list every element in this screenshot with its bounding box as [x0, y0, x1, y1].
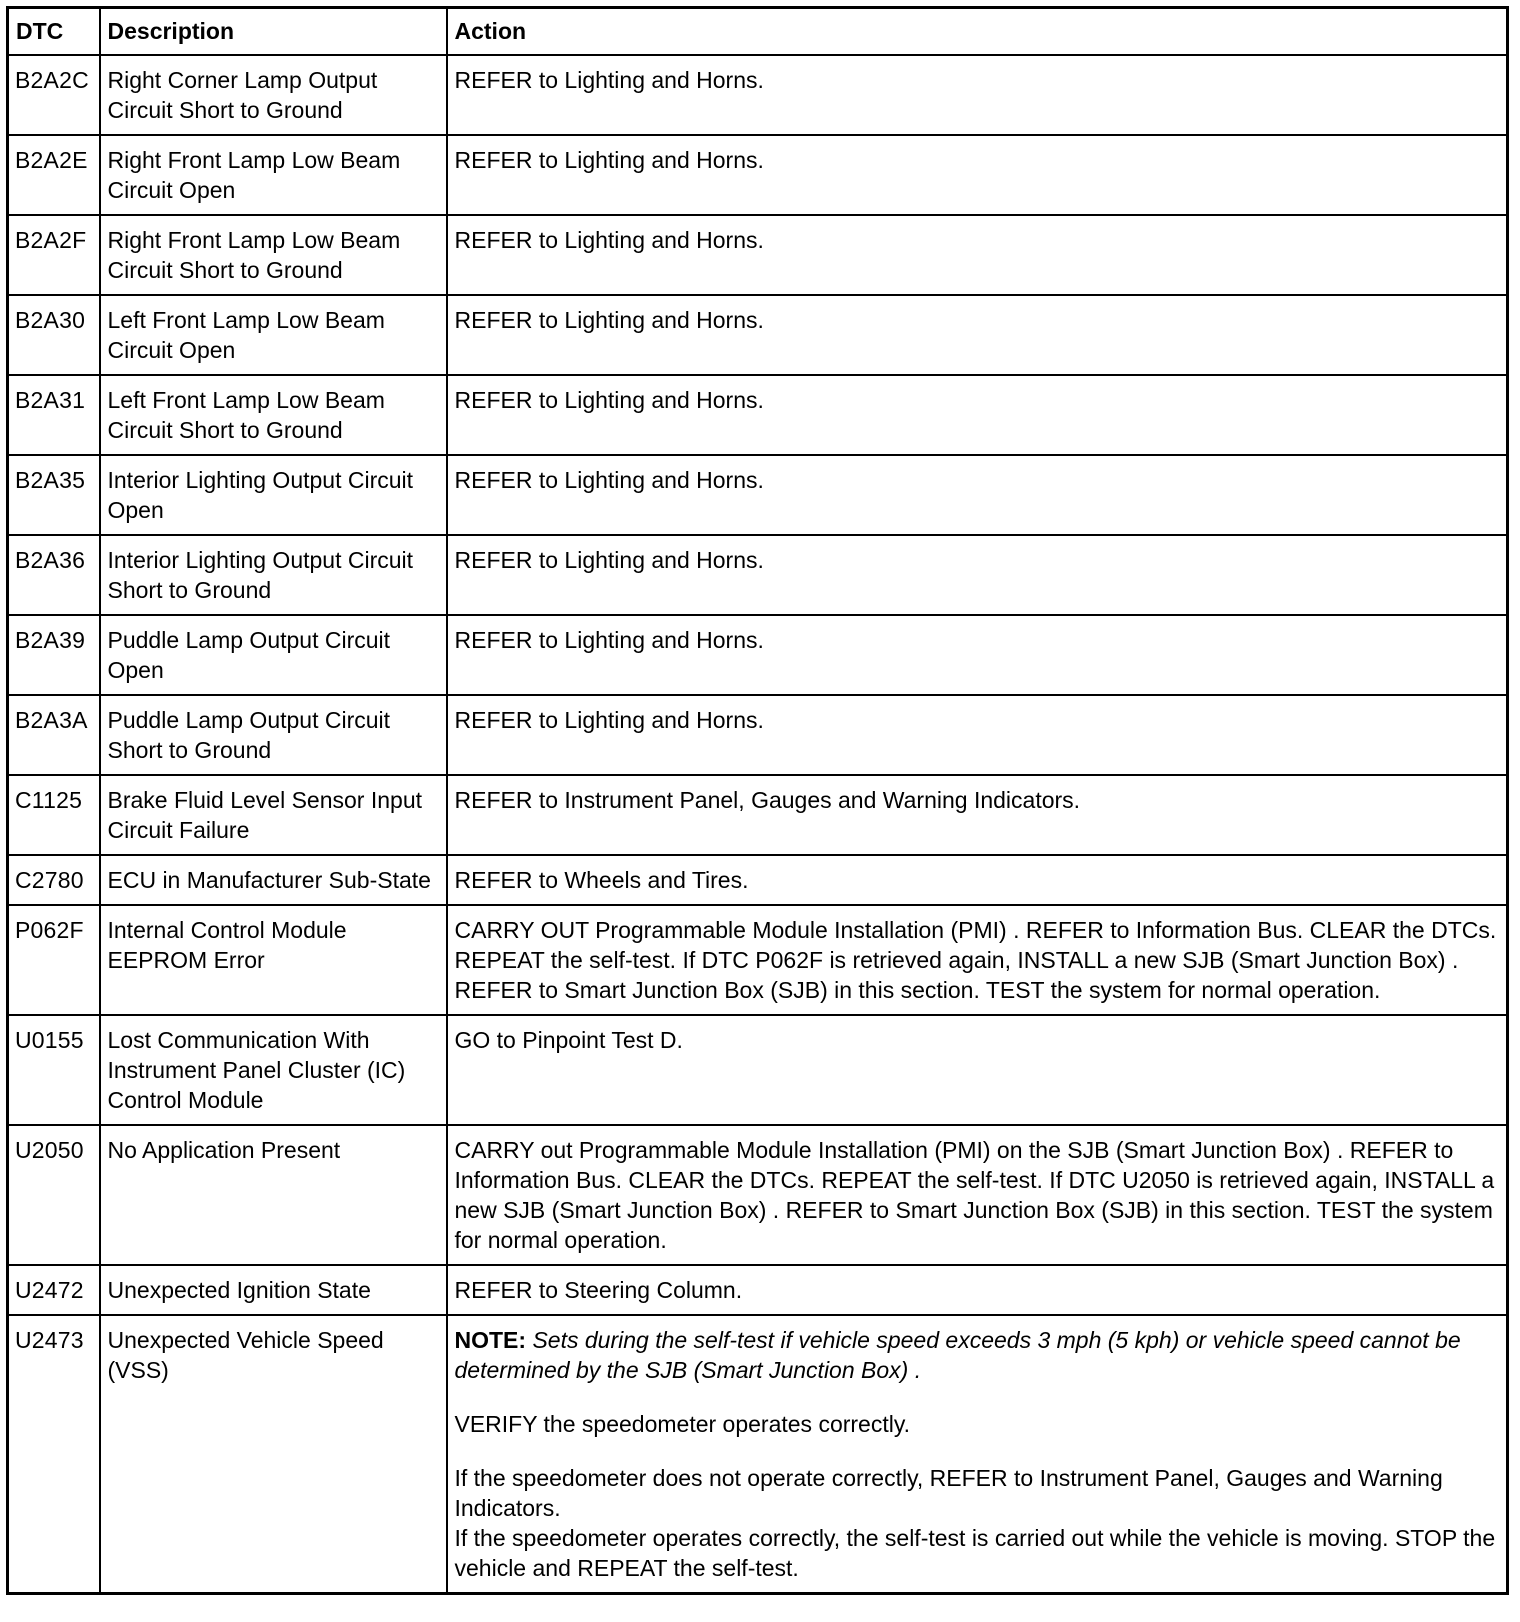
table-row	[8, 215, 1508, 295]
dtc-action: REFER to Lighting and Horns.	[447, 215, 1508, 295]
note-label: NOTE:	[454, 1326, 527, 1353]
dtc-action: REFER to Lighting and Horns.	[447, 535, 1508, 615]
header-description: Description	[100, 8, 447, 55]
table-row	[8, 135, 1508, 215]
dtc-description: Unexpected Ignition State	[100, 1265, 447, 1315]
dtc-code: C2780	[8, 855, 100, 905]
dtc-action: REFER to Lighting and Horns.	[447, 135, 1508, 215]
dtc-code: U2050	[8, 1125, 100, 1265]
table-row	[8, 455, 1508, 535]
table-row	[8, 695, 1508, 775]
dtc-description: ECU in Manufacturer Sub-State	[100, 855, 447, 905]
dtc-description: Interior Lighting Output Circuit Open	[100, 455, 447, 535]
dtc-action: REFER to Wheels and Tires.	[447, 855, 1508, 905]
dtc-code: B2A36	[8, 535, 100, 615]
dtc-description: Right Front Lamp Low Beam Circuit Open	[100, 135, 447, 215]
dtc-action: REFER to Lighting and Horns.	[447, 455, 1508, 535]
dtc-action: REFER to Lighting and Horns.	[447, 375, 1508, 455]
if-correct-paragraph: If the speedometer operates correctly, the self-test is carried out while the vehicle is moving. STOP the vehicle and REPEAT the self-test.	[454, 1524, 1496, 1581]
table-row	[8, 1015, 1508, 1125]
dtc-action: REFER to Lighting and Horns.	[447, 615, 1508, 695]
dtc-description: Right Front Lamp Low Beam Circuit Short to Ground	[100, 215, 447, 295]
dtc-code: B2A2F	[8, 215, 100, 295]
dtc-code: B2A39	[8, 615, 100, 695]
dtc-action	[447, 1315, 1508, 1594]
table-row	[8, 55, 1508, 135]
dtc-description: Interior Lighting Output Circuit Short to Ground	[100, 535, 447, 615]
note-text: Sets during the self-test if vehicle speed exceeds 3 mph (5 kph) or vehicle speed cannot be determined by the SJB (Smart Junction Box) .	[454, 1326, 1461, 1383]
dtc-action: CARRY OUT Programmable Module Installation (PMI) . REFER to Information Bus. CLEAR the DTCs. REPEAT the self-test. If DTC P062F is retrieved again, INSTALL a new SJB (Smart Junction Box) . REFER to Smart Junction Box (SJB) in this section. TEST the system for normal operation.	[447, 905, 1508, 1015]
header-dtc: DTC	[8, 8, 100, 55]
table-row	[8, 1125, 1508, 1265]
dtc-code: B2A2E	[8, 135, 100, 215]
dtc-description: No Application Present	[100, 1125, 447, 1265]
dtc-action: REFER to Lighting and Horns.	[447, 55, 1508, 135]
dtc-description: Internal Control Module EEPROM Error	[100, 905, 447, 1015]
dtc-code: B2A35	[8, 455, 100, 535]
if-not-correct-paragraph: If the speedometer does not operate correctly, REFER to Instrument Panel, Gauges and Warning Indicators.	[454, 1464, 1443, 1521]
dtc-description: Left Front Lamp Low Beam Circuit Short to Ground	[100, 375, 447, 455]
dtc-description: Left Front Lamp Low Beam Circuit Open	[100, 295, 447, 375]
table-row	[8, 375, 1508, 455]
dtc-code: U2472	[8, 1265, 100, 1315]
table-row	[8, 905, 1508, 1015]
dtc-action: REFER to Instrument Panel, Gauges and Warning Indicators.	[447, 775, 1508, 855]
table-header-row	[8, 8, 1508, 55]
dtc-code: B2A2C	[8, 55, 100, 135]
table-row	[8, 295, 1508, 375]
dtc-description: Right Corner Lamp Output Circuit Short to Ground	[100, 55, 447, 135]
header-action: Action	[447, 8, 1508, 55]
dtc-description: Brake Fluid Level Sensor Input Circuit Failure	[100, 775, 447, 855]
table-row	[8, 1265, 1508, 1315]
dtc-description: Puddle Lamp Output Circuit Open	[100, 615, 447, 695]
dtc-action: CARRY out Programmable Module Installation (PMI) on the SJB (Smart Junction Box) . REFER to Information Bus. CLEAR the DTCs. REPEAT the self-test. If DTC U2050 is retrieved again, INSTALL a new SJB (Smart Junction Box) . REFER to Smart Junction Box (SJB) in this section. TEST the system for normal operation.	[447, 1125, 1508, 1265]
dtc-code: U0155	[8, 1015, 100, 1125]
dtc-action: REFER to Steering Column.	[447, 1265, 1508, 1315]
note-paragraph	[455, 1325, 1499, 1385]
dtc-code: B2A3A	[8, 695, 100, 775]
dtc-action: GO to Pinpoint Test D.	[447, 1015, 1508, 1125]
dtc-code: B2A31	[8, 375, 100, 455]
dtc-table	[6, 6, 1509, 1595]
table-row-u2473	[8, 1315, 1508, 1594]
dtc-code: C1125	[8, 775, 100, 855]
dtc-action: REFER to Lighting and Horns.	[447, 695, 1508, 775]
table-body	[8, 55, 1508, 1594]
verify-paragraph: VERIFY the speedometer operates correctly.	[454, 1410, 911, 1437]
dtc-code: U2473	[8, 1315, 100, 1594]
table-row	[8, 615, 1508, 695]
table-row	[8, 535, 1508, 615]
dtc-description: Puddle Lamp Output Circuit Short to Ground	[100, 695, 447, 775]
dtc-code: P062F	[8, 905, 100, 1015]
dtc-description: Unexpected Vehicle Speed (VSS)	[100, 1315, 447, 1594]
dtc-code: B2A30	[8, 295, 100, 375]
dtc-action: REFER to Lighting and Horns.	[447, 295, 1508, 375]
dtc-description: Lost Communication With Instrument Panel Cluster (IC) Control Module	[100, 1015, 447, 1125]
table-row	[8, 855, 1508, 905]
table-row	[8, 775, 1508, 855]
